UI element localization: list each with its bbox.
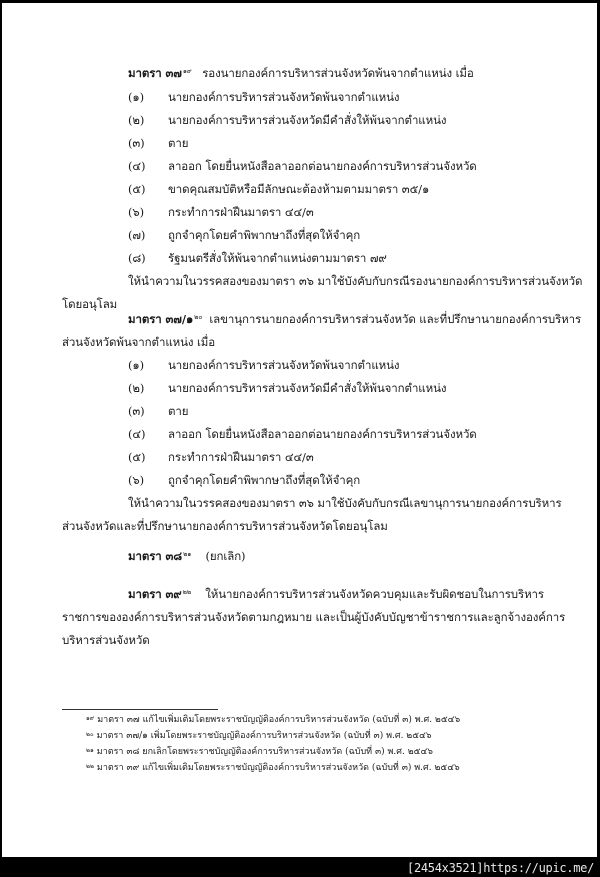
list-item: (๓) ตาย (128, 404, 189, 418)
list-item: (๒) นายกองค์การบริหารส่วนจังหวัดมีคำสั่งให้พ้นจากตำแหน่ง (128, 113, 447, 127)
list-item: (๖) กระทำการฝ่าฝืนมาตรา ๔๔/๓ (128, 205, 314, 219)
list-item: (๔) ลาออก โดยยื่นหนังสือลาออกต่อนายกองค์การบริหารส่วนจังหวัด (128, 159, 477, 173)
footnote-separator (62, 709, 218, 710)
list-item: (๔) ลาออก โดยยื่นหนังสือลาออกต่อนายกองค์การบริหารส่วนจังหวัด (128, 427, 477, 441)
section-label: มาตรา ๓๘ (128, 549, 183, 563)
footnote-ref: ๒๒ (182, 588, 192, 596)
paragraph-line: ส่วนจังหวัดและที่ปรึกษานายกองค์การบริหารส่วนจังหวัดโดยอนุโลม (62, 519, 388, 533)
paragraph-line: ให้นำความในวรรคสองของมาตรา ๓๖ มาใช้บังคับกับกรณีเลขานุการนายกองค์การบริหาร (128, 496, 562, 510)
footnote-ref: ๒๑ (183, 550, 192, 558)
list-item: (๑) นายกองค์การบริหารส่วนจังหวัดพ้นจากตำแหน่ง (128, 90, 400, 104)
section-39-heading (128, 586, 544, 602)
paragraph-line: บริหารส่วนจังหวัด (62, 633, 150, 647)
section-text: เลขานุการนายกองค์การบริหารส่วนจังหวัด และที่ปรึกษานายกองค์การบริหาร (209, 312, 582, 326)
footnote-ref: ๒๐ (194, 313, 203, 321)
paragraph-line: ราชการขององค์การบริหารส่วนจังหวัดตามกฎหมาย และเป็นผู้บังคับบัญชาข้าราชการและลูกจ้างองค์การ (62, 610, 566, 624)
section-38-heading (128, 548, 245, 564)
section-label: มาตรา ๓๗ (128, 66, 182, 80)
section-text: (ยกเลิก) (205, 549, 246, 563)
footnote-ref: ๑๙ (182, 67, 192, 75)
section-text: รองนายกองค์การบริหารส่วนจังหวัดพ้นจากตำแหน่ง เมื่อ (202, 66, 474, 80)
section-37-1-heading (128, 311, 581, 327)
list-item: (๖) ถูกจำคุกโดยคำพิพากษาถึงที่สุดให้จำคุก (128, 473, 361, 487)
section-text: ให้นายกองค์การบริหารส่วนจังหวัดควบคุมและรับผิดชอบในการบริหาร (205, 587, 544, 601)
paragraph-line: ให้นำความในวรรคสองของมาตรา ๓๖ มาใช้บังคับกับกรณีรองนายกองค์การบริหารส่วนจังหวัด (128, 274, 583, 288)
watermark-label: [2454x3521]https://upic.me/ (407, 861, 594, 875)
footnote: $^{๑๙}$ มาตรา ๓๗ แก้ไขเพิ่มเติมโดยพระราชบัญญัติองค์การบริหารส่วนจังหวัด (ฉบับที่ ๓) พ.ศ. ๒๕๔๖ (86, 715, 461, 725)
footnote: $^{๒๒}$ มาตรา ๓๙ แก้ไขเพิ่มเติมโดยพระราชบัญญัติองค์การบริหารส่วนจังหวัด (ฉบับที่ ๓) พ.ศ. ๒๕๔๖ (86, 763, 460, 773)
list-item: (๗) ถูกจำคุกโดยคำพิพากษาถึงที่สุดให้จำคุก (128, 228, 361, 242)
list-item: (๕) กระทำการฝ่าฝืนมาตรา ๔๔/๓ (128, 450, 314, 464)
document-page (2, 3, 597, 857)
section-label: มาตรา ๓๙ (128, 587, 182, 601)
list-item: (๕) ขาดคุณสมบัติหรือมีลักษณะต้องห้ามตามมาตรา ๓๕/๑ (128, 182, 430, 196)
list-item: (๘) รัฐมนตรีสั่งให้พ้นจากตำแหน่งตามมาตรา ๗๙ (128, 251, 387, 265)
list-item: (๓) ตาย (128, 136, 189, 150)
footnote: $^{๒๑}$ มาตรา ๓๘ ยกเลิกโดยพระราชบัญญัติองค์การบริหารส่วนจังหวัด (ฉบับที่ ๓) พ.ศ. ๒๕๔๖ (86, 747, 433, 757)
list-item: (๑) นายกองค์การบริหารส่วนจังหวัดพ้นจากตำแหน่ง (128, 358, 400, 372)
list-item: (๒) นายกองค์การบริหารส่วนจังหวัดมีคำสั่งให้พ้นจากตำแหน่ง (128, 381, 447, 395)
footnote: $^{๒๐}$ มาตรา ๓๗/๑ เพิ่มโดยพระราชบัญญัติองค์การบริหารส่วนจังหวัด (ฉบับที่ ๓) พ.ศ. ๒๕๔๖ (86, 731, 432, 741)
section-37-heading (128, 65, 474, 81)
paragraph-line: ส่วนจังหวัดพ้นจากตำแหน่ง เมื่อ (62, 335, 216, 349)
paragraph-line: โดยอนุโลม (62, 297, 118, 311)
section-label: มาตรา ๓๗/๑ (128, 312, 194, 326)
